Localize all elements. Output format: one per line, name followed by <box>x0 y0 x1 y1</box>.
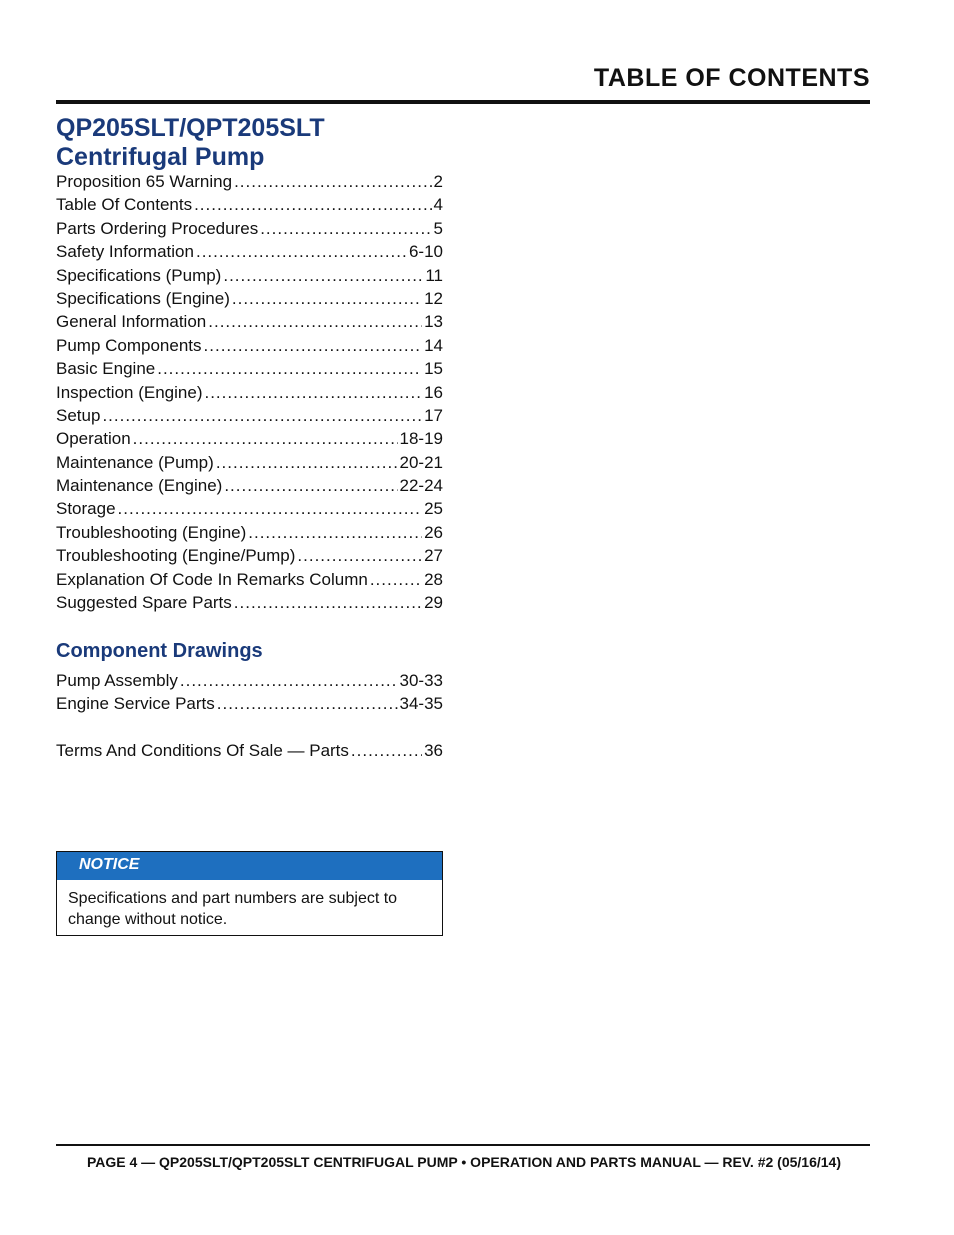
toc-leader-dots <box>102 406 422 426</box>
toc-leader-dots <box>260 219 431 239</box>
toc-leader-dots <box>194 195 431 215</box>
document-title-model: QP205SLT/QPT205SLT <box>56 114 325 142</box>
terms-list <box>56 741 443 764</box>
notice-body: Specifications and part numbers are subject to change without notice. <box>68 890 398 928</box>
toc-leader-dots <box>234 593 422 613</box>
toc-entry-page: 22-24 <box>399 476 443 496</box>
toc-leader-dots <box>216 453 398 473</box>
toc-entry[interactable] <box>56 289 443 312</box>
toc-entry[interactable] <box>56 195 443 218</box>
toc-list <box>56 172 443 616</box>
toc-entry-label: Table Of Contents <box>56 195 193 215</box>
toc-leader-dots <box>118 499 423 519</box>
toc-entry-page: 2 <box>433 172 443 191</box>
toc-entry[interactable] <box>56 429 443 452</box>
toc-leader-dots <box>204 383 422 403</box>
toc-leader-dots <box>370 570 422 590</box>
toc-leader-dots <box>234 172 431 192</box>
toc-entry-page: 34-35 <box>399 694 443 714</box>
toc-entry-page: 36 <box>424 741 443 760</box>
toc-entry[interactable] <box>56 453 443 476</box>
toc-entry[interactable] <box>56 266 443 289</box>
notice-box <box>56 851 443 936</box>
toc-entry[interactable] <box>56 570 443 593</box>
toc-leader-dots <box>351 741 422 761</box>
toc-entry-page: 29 <box>424 593 443 613</box>
toc-entry-label: Engine Service Parts <box>56 694 215 714</box>
toc-entry[interactable] <box>56 406 443 429</box>
toc-entry-page: 4 <box>433 195 443 215</box>
toc-leader-dots <box>157 359 422 379</box>
toc-entry-label: Basic Engine <box>56 359 156 379</box>
toc-entry-label: Troubleshooting (Engine/Pump) <box>56 546 296 566</box>
toc-entry[interactable] <box>56 546 443 569</box>
toc-entry-page: 12 <box>424 288 443 308</box>
toc-entry[interactable] <box>56 336 443 359</box>
toc-entry-label: Storage <box>56 499 116 519</box>
toc-entry-page: 5 <box>433 218 443 238</box>
notice-heading: NOTICE <box>57 852 442 880</box>
toc-entry-label: Specifications (Pump) <box>56 265 222 285</box>
footer-rule <box>56 1144 870 1146</box>
toc-entry[interactable] <box>56 694 443 717</box>
toc-entry-label: Operation <box>56 429 131 449</box>
toc-entry-page: 28 <box>424 569 443 589</box>
toc-entry-label: Pump Components <box>56 335 202 355</box>
document-title-product: Centrifugal Pump <box>56 143 265 171</box>
toc-entry-label: Proposition 65 Warning <box>56 172 233 191</box>
toc-entry-terms[interactable] <box>56 741 443 764</box>
toc-entry-page: 20-21 <box>399 452 443 472</box>
toc-entry-page: 25 <box>424 499 443 519</box>
toc-entry[interactable] <box>56 242 443 265</box>
toc-leader-dots <box>180 671 398 691</box>
toc-entry[interactable] <box>56 383 443 406</box>
toc-entry[interactable] <box>56 172 443 195</box>
toc-leader-dots <box>223 266 423 286</box>
toc-entry-page: 27 <box>424 546 443 566</box>
toc-entry-page: 14 <box>424 335 443 355</box>
toc-leader-dots <box>208 312 422 332</box>
component-drawings-list <box>56 671 443 718</box>
toc-leader-dots <box>204 336 423 356</box>
toc-entry-label: Inspection (Engine) <box>56 382 203 402</box>
toc-entry[interactable] <box>56 593 443 616</box>
toc-entry-label: Maintenance (Engine) <box>56 476 223 496</box>
toc-leader-dots <box>224 476 397 496</box>
toc-entry-label: Setup <box>56 405 101 425</box>
toc-entry-label: Maintenance (Pump) <box>56 452 214 472</box>
toc-entry-label: Troubleshooting (Engine) <box>56 522 247 542</box>
toc-entry-page: 13 <box>424 312 443 332</box>
toc-entry-label: General Information <box>56 312 207 332</box>
page-footer: PAGE 4 — QP205SLT/QPT205SLT CENTRIFUGAL PUMP • OPERATION AND PARTS MANUAL — REV. #2 (05/16/14) <box>86 1154 841 1170</box>
toc-entry-label: Specifications (Engine) <box>56 288 230 308</box>
toc-entry[interactable] <box>56 219 443 242</box>
toc-entry[interactable] <box>56 359 443 382</box>
toc-entry[interactable] <box>56 671 443 694</box>
toc-entry-label: Terms And Conditions Of Sale — Parts <box>56 741 349 760</box>
toc-leader-dots <box>133 429 398 449</box>
toc-entry-label: Suggested Spare Parts <box>56 593 232 613</box>
toc-leader-dots <box>217 694 398 714</box>
toc-entry-page: 6-10 <box>408 242 443 262</box>
toc-entry-label: Pump Assembly <box>56 671 178 690</box>
toc-entry-page: 18-19 <box>399 429 443 449</box>
toc-leader-dots <box>248 523 422 543</box>
document-title <box>56 114 325 172</box>
toc-leader-dots <box>196 242 407 262</box>
toc-entry-page: 11 <box>425 265 443 285</box>
toc-entry-label: Explanation Of Code In Remarks Column <box>56 569 368 589</box>
toc-leader-dots <box>232 289 422 309</box>
component-drawings-heading: Component Drawings <box>56 640 263 662</box>
toc-entry-label: Parts Ordering Procedures <box>56 218 259 238</box>
toc-entry-page: 26 <box>424 522 443 542</box>
section-heading: TABLE OF CONTENTS <box>593 64 870 92</box>
toc-leader-dots <box>297 546 422 566</box>
toc-entry[interactable] <box>56 523 443 546</box>
toc-entry-page: 30-33 <box>399 671 443 690</box>
toc-entry-page: 15 <box>424 359 443 379</box>
header-rule <box>56 100 870 104</box>
toc-entry-page: 16 <box>424 382 443 402</box>
toc-entry[interactable] <box>56 476 443 499</box>
toc-entry[interactable] <box>56 312 443 335</box>
toc-entry-page: 17 <box>424 405 443 425</box>
toc-entry[interactable] <box>56 499 443 522</box>
toc-entry-label: Safety Information <box>56 242 194 262</box>
